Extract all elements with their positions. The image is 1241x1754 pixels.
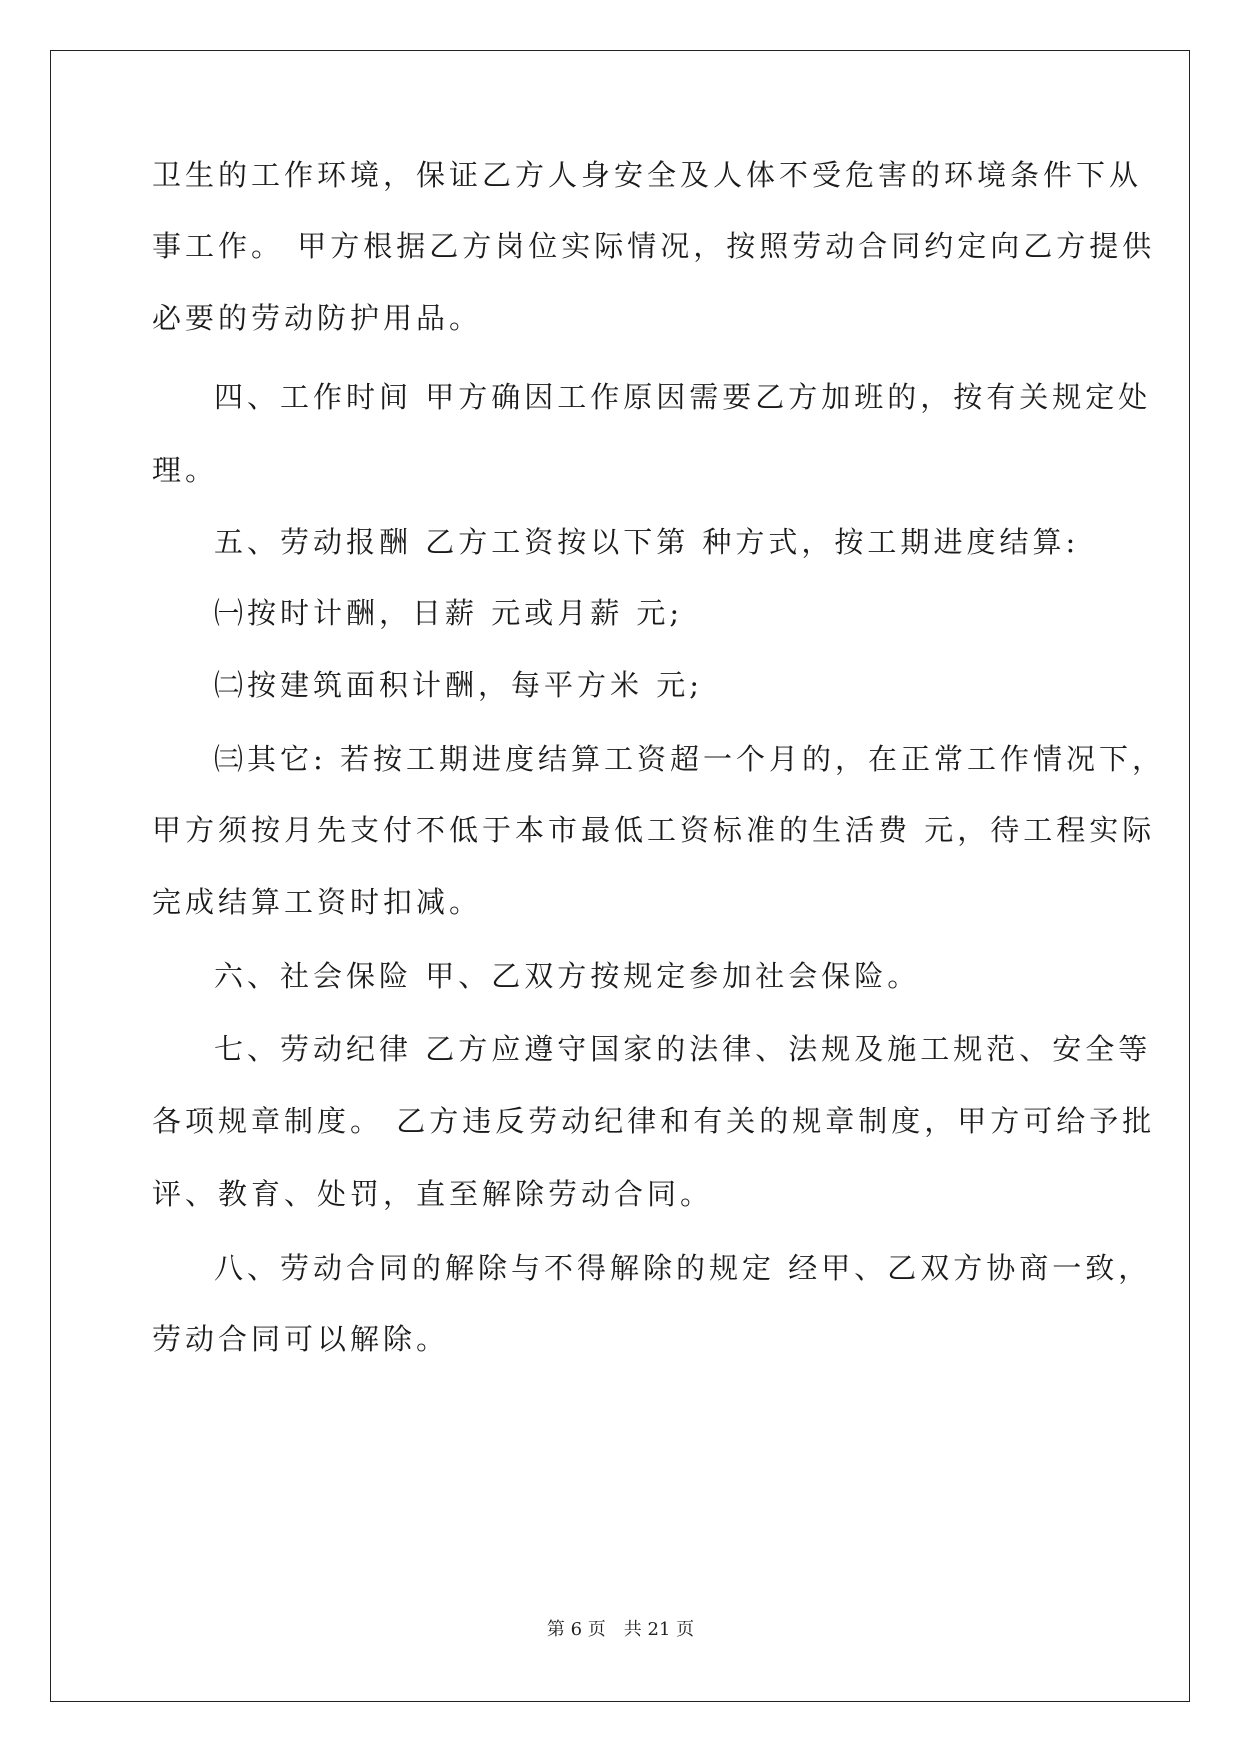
paragraph-line: 四、工作时间 甲方确因工作原因需要乙方加班的，按有关规定处 <box>214 380 1152 414</box>
paragraph-line: 八、劳动合同的解除与不得解除的规定 经甲、乙双方协商一致， <box>214 1251 1152 1285</box>
text-line: 完成结算工资时扣减。 <box>152 885 483 919</box>
paragraph-line: 七、劳动纪律 乙方应遵守国家的法律、法规及施工规范、安全等 <box>214 1032 1152 1066</box>
text-line: 理。 <box>152 453 219 487</box>
paragraph-line: ㈡按建筑面积计酬，每平方米 元; <box>214 668 703 702</box>
text-line: 事工作。 甲方根据乙方岗位实际情况，按照劳动合同约定向乙方提供 <box>152 229 1156 263</box>
text-line: 各项规章制度。 乙方违反劳动纪律和有关的规章制度，甲方可给予批 <box>152 1104 1156 1138</box>
text-line: 劳动合同可以解除。 <box>152 1322 450 1356</box>
paragraph-line: ㈢其它: 若按工期进度结算工资超一个月的，在正常工作情况下， <box>214 742 1165 776</box>
text-line: 必要的劳动防护用品。 <box>152 301 483 335</box>
page-number: 第 6 页 共 21 页 <box>546 1619 695 1640</box>
paragraph-line: 五、劳动报酬 乙方工资按以下第 种方式，按工期进度结算: <box>214 525 1080 559</box>
text-line: 甲方须按月先支付不低于本市最低工资标准的生活费 元，待工程实际 <box>152 813 1156 847</box>
text-line: 卫生的工作环境，保证乙方人身安全及人体不受危害的环境条件下从 <box>152 158 1143 192</box>
paragraph-line: ㈠按时计酬，日薪 元或月薪 元; <box>214 596 684 630</box>
paragraph-line: 六、社会保险 甲、乙双方按规定参加社会保险。 <box>214 959 921 993</box>
text-line: 评、教育、处罚，直至解除劳动合同。 <box>152 1177 714 1211</box>
